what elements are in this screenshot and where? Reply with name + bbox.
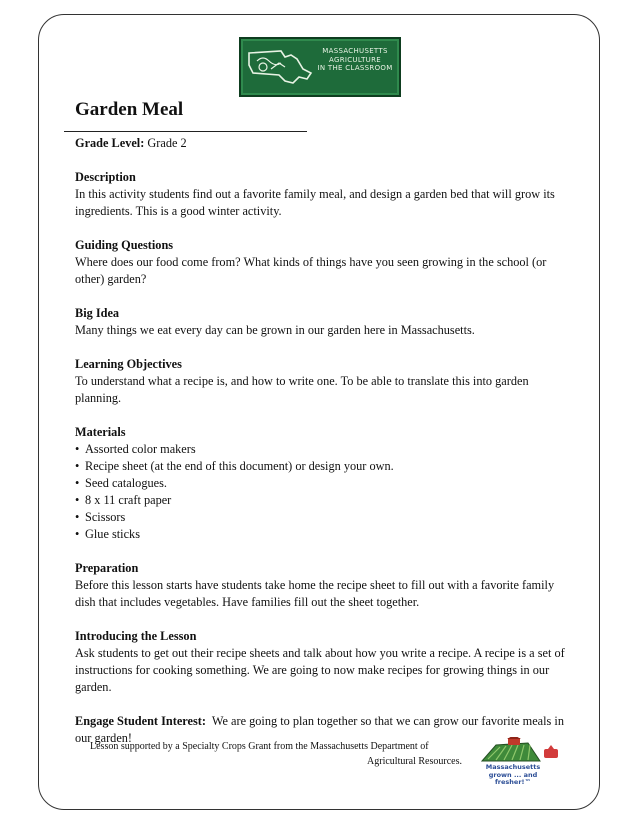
grade-label: Grade Level:	[75, 136, 145, 150]
introducing-text: Ask students to get out their recipe sheets and talk about how you write a recipe. A recipe is a set of instructions for cooking something. We are going to now make recipes for growing things in our garden.	[75, 646, 565, 694]
grade-value: Grade 2	[147, 136, 187, 150]
materials-list	[75, 441, 575, 543]
materials-heading: Materials	[75, 425, 126, 439]
engage-text: We are going to plan together so that we can grow our favorite meals in our garden!	[75, 714, 564, 745]
engage-label: Engage Student Interest:	[75, 714, 206, 728]
guiding-questions-heading: Guiding Questions	[75, 238, 174, 252]
grade-level	[75, 135, 575, 152]
learning-objectives-text: To understand what a recipe is, and how to write one. To be able to translate this into garden planning.	[75, 374, 529, 405]
learning-objectives-section	[75, 356, 575, 407]
footer-line-1: Lesson supported by a Specialty Crops Grant from the Massachusetts Department of	[90, 741, 429, 752]
page-title: Garden Meal	[75, 99, 184, 120]
description-heading: Description	[75, 170, 136, 184]
materials-section	[75, 424, 575, 543]
lesson-content	[75, 135, 575, 764]
preparation-text: Before this lesson starts have students take home the recipe sheet to fill out with a favorite family dish that includes vegetables. Have families fill out the sheet together.	[75, 578, 555, 609]
list-item: • Glue sticks	[75, 526, 575, 543]
list-item: • 8 x 11 craft paper	[75, 492, 575, 509]
big-idea-section	[75, 305, 575, 339]
farm-field-icon	[478, 737, 562, 765]
title-divider	[64, 131, 307, 132]
logo-line-3: IN THE CLASSROOM	[317, 64, 393, 72]
list-item: • Scissors	[75, 509, 575, 526]
footer-line-2: Agricultural Resources.	[367, 756, 462, 767]
list-item: • Assorted color makers	[75, 441, 575, 458]
mlogo-line-1: Massachusetts	[485, 763, 541, 771]
introducing-section	[75, 628, 575, 696]
learning-objectives-heading: Learning Objectives	[75, 357, 182, 371]
preparation-heading: Preparation	[75, 561, 139, 575]
list-item: • Recipe sheet (at the end of this document) or design your own.	[75, 458, 575, 475]
massachusetts-grown-logo	[478, 737, 562, 786]
logo-line-2: AGRICULTURE	[329, 55, 381, 64]
guiding-questions-text: Where does our food come from? What kinds of things have you seen growing in the school (or other) garden?	[75, 255, 547, 286]
footer-credit	[90, 739, 462, 769]
agriculture-in-classroom-logo	[239, 37, 401, 97]
description-section	[75, 169, 575, 220]
guiding-questions-section	[75, 237, 575, 288]
description-text: In this activity students find out a favorite family meal, and design a garden bed that will grow its ingredients. This is a good winter activity.	[75, 187, 555, 218]
logo-line-1: MASSACHUSETTS	[322, 47, 388, 55]
big-idea-heading: Big Idea	[75, 306, 120, 320]
introducing-heading: Introducing the Lesson	[75, 629, 197, 643]
preparation-section	[75, 560, 575, 611]
big-idea-text: Many things we eat every day can be grown in our garden here in Massachusetts.	[75, 323, 475, 337]
mlogo-line-2: grown ... and fresher!™	[488, 770, 538, 786]
list-item: • Seed catalogues.	[75, 475, 575, 492]
